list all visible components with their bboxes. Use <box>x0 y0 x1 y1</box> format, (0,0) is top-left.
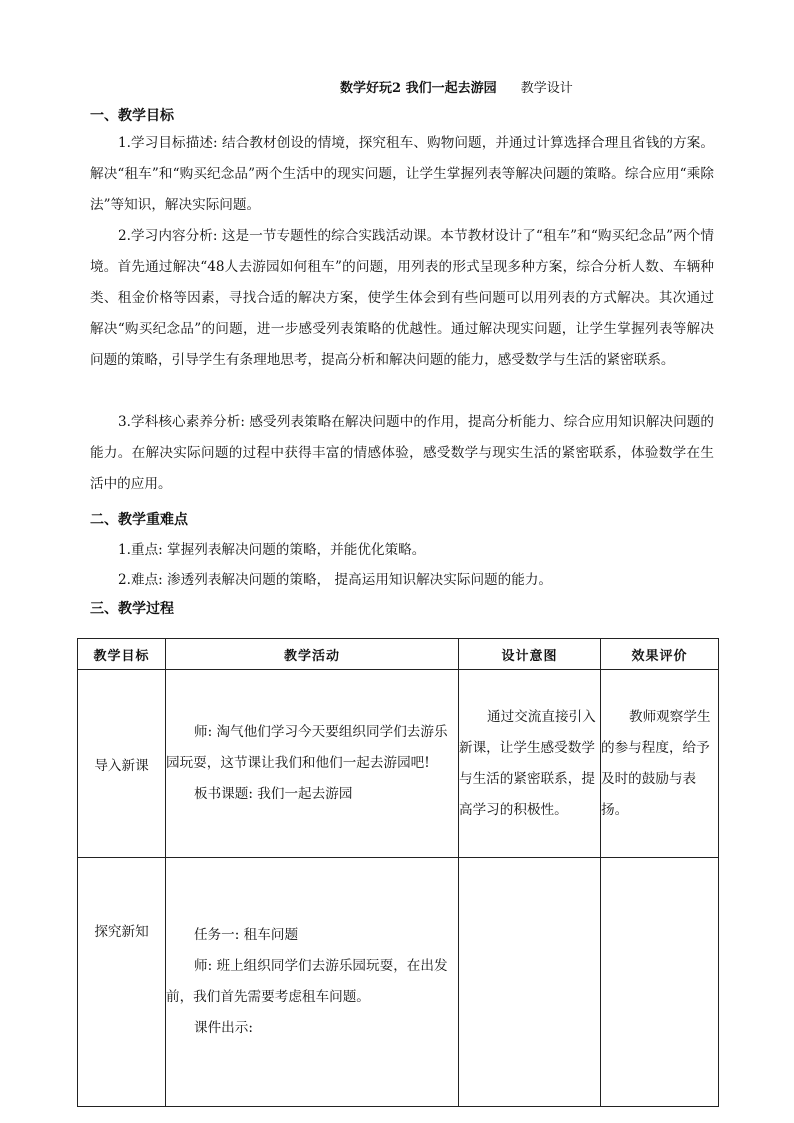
goals-paragraph-1: 1.学习目标描述: 结合教材创设的情境，探究租车、购物问题，并通过计算选择合理且省钱的方案。解决“租车”和“购买纪念品”两个生活中的现实问题，让学生掌握列表等解决问题的策略。综合应用“乘除法”等知识，解决实际问题。 <box>90 135 714 213</box>
table-row <box>78 670 719 858</box>
teaching-process-table <box>77 638 719 1107</box>
goals-paragraph-3: 3.学科核心素养分析: 感受列表策略在解决问题中的作用，提高分析能力、综合应用知识解决问题的能力。在解决实际问题的过程中获得丰富的情感体验，感受数学与现实生活的紧密联系，体验数学在生活中的应用。 <box>90 414 714 492</box>
header-activity: 教学活动 <box>166 639 459 670</box>
difficult-point: 2.难点: 渗透列表解决问题的策略， 提高运用知识解决实际问题的能力。 <box>118 572 553 588</box>
section-heading-process: 三、教学过程 <box>90 601 174 617</box>
header-evaluation: 效果评价 <box>601 639 719 670</box>
row-goal: 探究新知 <box>78 858 166 1107</box>
title-sub: 教学设计 <box>520 81 573 96</box>
page-title <box>340 77 720 96</box>
row-activity <box>166 670 459 858</box>
section-heading-goals: 一、教学目标 <box>90 108 174 124</box>
activity-line: 课件出示: <box>194 1020 253 1036</box>
header-intent: 设计意图 <box>459 639 601 670</box>
table-row <box>78 858 719 1107</box>
activity-line: 师: 淘气他们学习今天要组织同学们去游乐园玩耍，这节课让我们和他们一起去游园吧! <box>166 724 448 771</box>
row-intent <box>459 858 601 1107</box>
title-main: 数学好玩2 我们一起去游园 <box>340 81 497 96</box>
activity-line: 板书课题: 我们一起去游园 <box>194 786 353 802</box>
table-header-row <box>78 639 719 670</box>
goals-paragraph-2: 2.学习内容分析: 这是一节专题性的综合实践活动课。本节教材设计了“租车”和“购买纪念品”两个情境。首先通过解决“48人去游园如何租车”的问题，用列表的形式呈现多种方案，综合分析人数、车辆种类、租金价格等因素，寻找合适的解决方案，使学生体会到有些问题可以用列表的方式解决。其次通过解决“购买纪念品”的问题，进一步感受列表策略的优越性。通过解决现实问题，让学生掌握列表等解决问题的策略，引导学生有条理地思考，提高分析和解决问题的能力，感受数学与生活的紧密联系。 <box>90 228 714 368</box>
activity-line: 师: 班上组织同学们去游乐园玩耍，在出发前，我们首先需要考虑租车问题。 <box>166 958 448 1005</box>
header-goal: 教学目标 <box>78 639 166 670</box>
row-evaluation <box>601 858 719 1107</box>
row-intent: 通过交流直接引入新课，让学生感受数学与生活的紧密联系，提高学习的积极性。 <box>459 670 601 858</box>
section-heading-key: 二、教学重难点 <box>90 512 188 528</box>
activity-line: 任务一: 租车问题 <box>194 927 299 943</box>
key-point: 1.重点: 掌握列表解决问题的策略，并能优化策略。 <box>118 542 426 558</box>
row-evaluation: 教师观察学生的参与程度，给予及时的鼓励与表扬。 <box>601 670 719 858</box>
row-activity <box>166 858 459 1107</box>
row-goal: 导入新课 <box>78 670 166 858</box>
